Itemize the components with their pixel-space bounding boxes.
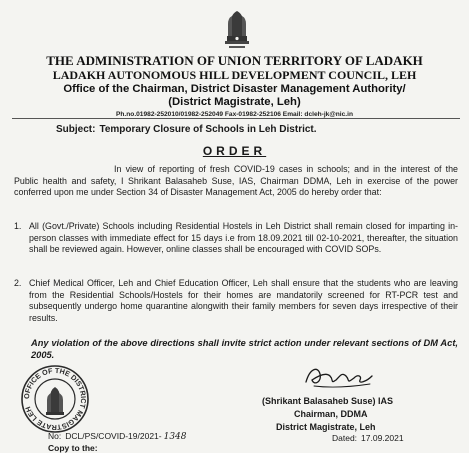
national-emblem-icon [222, 6, 252, 52]
subject-label: Subject: [56, 124, 96, 135]
reference-label: No: [48, 431, 62, 441]
reference-handwritten: 1348 [163, 432, 187, 442]
header-line-2: LADAKH AUTONOMOUS HILL DEVELOPMENT COUNCIL, LEH [52, 68, 417, 82]
contact-line: Ph.no.01982-252010/01982-252049 Fax-01982-252106 Email: dcleh-jk@nic.in [116, 111, 353, 118]
intro-paragraph: In view of reporting of fresh COVID-19 cases in schools; and in the interest of the Public health and safety, I Shrikant Balasaheb Suse, IAS, Chairman DDMA, Leh in exercise of the power conferred upon me under Section 34 of Disaster Management Act, 2005 do hereby order that: [14, 164, 458, 197]
signatory-title: Chairman, DDMA [294, 409, 368, 419]
item-number: 2. [14, 278, 22, 288]
copy-to-heading: Copy to the: [48, 443, 98, 453]
item-text: All (Govt./Private) Schools including Residential Hostels in Leh District shall remain closed for imparting in-person classes with immediate effect for 15 days i.e from 18.09.2021 till 02-10-2021, thereafter, the situation shall be reviewed again. However, online classes shall be encouraged with COVID SOPs. [29, 221, 458, 254]
subject-text: Temporary Closure of Schools in Leh District. [99, 124, 317, 135]
signatory-name: (Shrikant Balasaheb Suse) IAS [262, 396, 394, 406]
reference-value: DCL/PS/COVID-19/2021- [65, 431, 162, 441]
header-divider [12, 118, 460, 119]
office-seal-stamp [20, 364, 90, 434]
violation-warning: Any violation of the above directions shall invite strict action under relevant sections of DM Act, 2005. [31, 338, 458, 360]
item-number: 1. [14, 221, 22, 231]
handwritten-signature [300, 362, 380, 392]
seal-text: OFFICE OF THE DISTRICT MAGISTRATE LEH [21, 365, 89, 433]
date-value: 17.09.2021 [361, 433, 404, 443]
subject-line [56, 124, 317, 135]
item-text: Chief Medical Officer, Leh and Chief Education Officer, Leh shall ensure that the students who are leaving from the Residential Schools/Hostels for their homes are mandatorily screened for RT-PCR test and subsequently undergo home quarantine alongwith their family members for seven days irrespective of their results. [29, 278, 458, 323]
header-line-4: (District Magistrate, Leh) [168, 96, 301, 108]
order-date [332, 433, 404, 443]
order-title: ORDER [202, 144, 267, 158]
header-line-1: THE ADMINISTRATION OF UNION TERRITORY OF LADAKH [46, 53, 423, 68]
signatory-title: District Magistrate, Leh [276, 422, 376, 432]
seal-emblem-icon [46, 387, 64, 415]
reference-number [48, 431, 187, 442]
date-label: Dated: [332, 433, 358, 443]
header-line-3: Office of the Chairman, District Disaster Management Authority/ [63, 83, 406, 95]
